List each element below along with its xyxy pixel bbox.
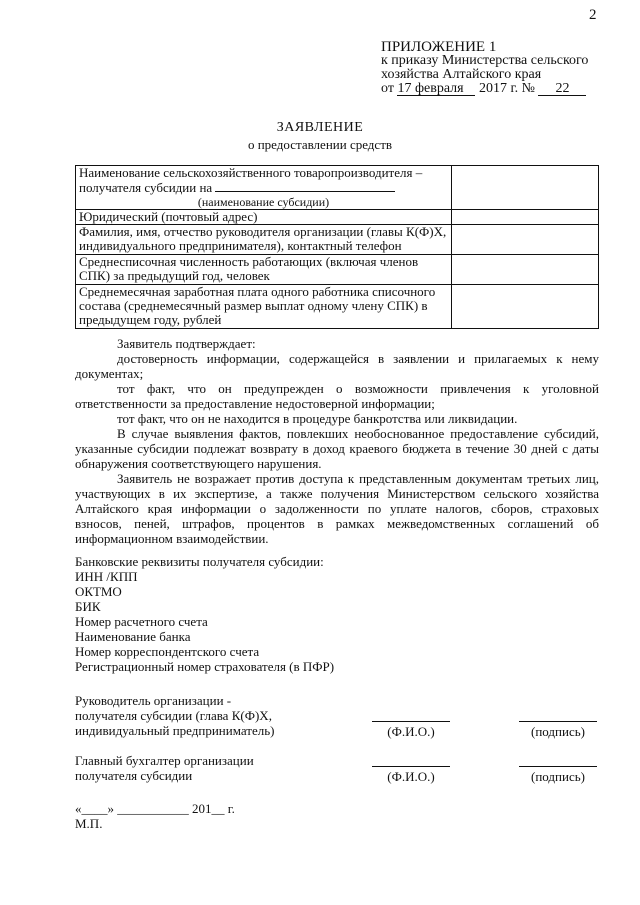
- paragraph: В случае выявления фактов, повлекших необоснованное предоставление субсидий, указанные субсидии подлежат возврату в доход краевого бюджета в течение 30 дней с даты обнаружения соответствующего нарушения.: [75, 426, 599, 471]
- value-cell[interactable]: [452, 225, 599, 255]
- bank-item: Регистрационный номер страхователя (в ПФР): [75, 659, 335, 674]
- table-row: Наименование сельскохозяйственного товаропроизводителя – получателя субсидии на (наименование субсидии): [76, 166, 599, 210]
- appendix-date-line: от 17 февраля 2017 г. № 22: [381, 82, 588, 96]
- order-date: 17 февраля: [397, 82, 475, 96]
- accountant-signature-block: Главный бухгалтер организации получателя субсидии: [75, 753, 254, 783]
- subsidy-name-field[interactable]: [215, 180, 395, 192]
- table-row: Фамилия, имя, отчество руководителя организации (главы К(Ф)Х, индивидуального предпринимателя), контактный телефон: [76, 225, 599, 255]
- head-fio-line[interactable]: [372, 721, 450, 722]
- paragraph: Заявитель не возражает против доступа к представленным документам третьих лиц, участвующих в их экспертизе, а также получения Министерством сельского хозяйства Алтайского края информации о задолженности по уплате налогов, сборов, страховых взносов, пеней, штрафов, процентов в рамках межведомственных соглашений об информационном взаимодействии.: [75, 471, 599, 546]
- order-number: 22: [538, 82, 586, 96]
- accountant-fio-line[interactable]: [372, 766, 450, 767]
- page-number: 2: [589, 7, 597, 23]
- paragraph: достоверность информации, содержащейся в заявлении и прилагаемых к нему документах;: [75, 351, 599, 381]
- statement-title: ЗАЯВЛЕНИЕ: [276, 120, 364, 135]
- fio-label: (Ф.И.О.): [387, 769, 435, 784]
- value-cell[interactable]: [452, 285, 599, 329]
- appendix-header: [381, 40, 588, 96]
- paragraph: тот факт, что он предупрежден о возможности привлечения к уголовной ответственности за предоставление недостоверной информации;: [75, 381, 599, 411]
- value-cell[interactable]: [452, 166, 599, 210]
- appendix-line1: к приказу Министерства сельского: [381, 53, 589, 68]
- paragraph: тот факт, что он не находится в процедуре банкротства или ликвидации.: [117, 411, 518, 426]
- bank-item: Наименование банка: [75, 629, 191, 644]
- fio-label: (Ф.И.О.): [387, 724, 435, 739]
- bank-item: Номер корреспондентского счета: [75, 644, 260, 659]
- value-cell[interactable]: [452, 210, 599, 225]
- table-row: Юридический (почтовый адрес): [76, 210, 599, 225]
- bank-details: [75, 554, 334, 674]
- table-row: Среднемесячная заработная плата одного работника списочного состава (среднемесячный размер выплат одному члену СПК) в предыдущем году, рублей: [76, 285, 599, 329]
- signature-date: «____» ___________ 201__ г.: [75, 801, 235, 816]
- value-cell[interactable]: [452, 255, 599, 285]
- statement-body: [75, 336, 599, 546]
- accountant-sign-line[interactable]: [519, 766, 597, 767]
- bank-details-title: Банковские реквизиты получателя субсидии:: [75, 554, 324, 569]
- appendix-title: ПРИЛОЖЕНИЕ 1: [381, 39, 497, 55]
- bank-item: Номер расчетного счета: [75, 614, 208, 629]
- statement-subtitle: о предоставлении средств: [247, 137, 393, 152]
- appendix-line2: хозяйства Алтайского края: [381, 67, 542, 82]
- bank-item: ИНН /КПП: [75, 569, 138, 584]
- sign-label: (подпись): [531, 769, 585, 784]
- head-signature-block: Руководитель организации - получателя субсидии (глава К(Ф)Х, индивидуальный предприниматель): [75, 693, 275, 738]
- table-row: Среднесписочная численность работающих (включая членов СПК) за предыдущий год, человек: [76, 255, 599, 285]
- head-sign-line[interactable]: [519, 721, 597, 722]
- bank-item: ОКТМО: [75, 584, 122, 599]
- sign-label: (подпись): [531, 724, 585, 739]
- bank-item: БИК: [75, 599, 101, 614]
- stamp-place: М.П.: [75, 816, 103, 831]
- applicant-info-table: [75, 165, 599, 329]
- paragraph: Заявитель подтверждает:: [117, 336, 256, 351]
